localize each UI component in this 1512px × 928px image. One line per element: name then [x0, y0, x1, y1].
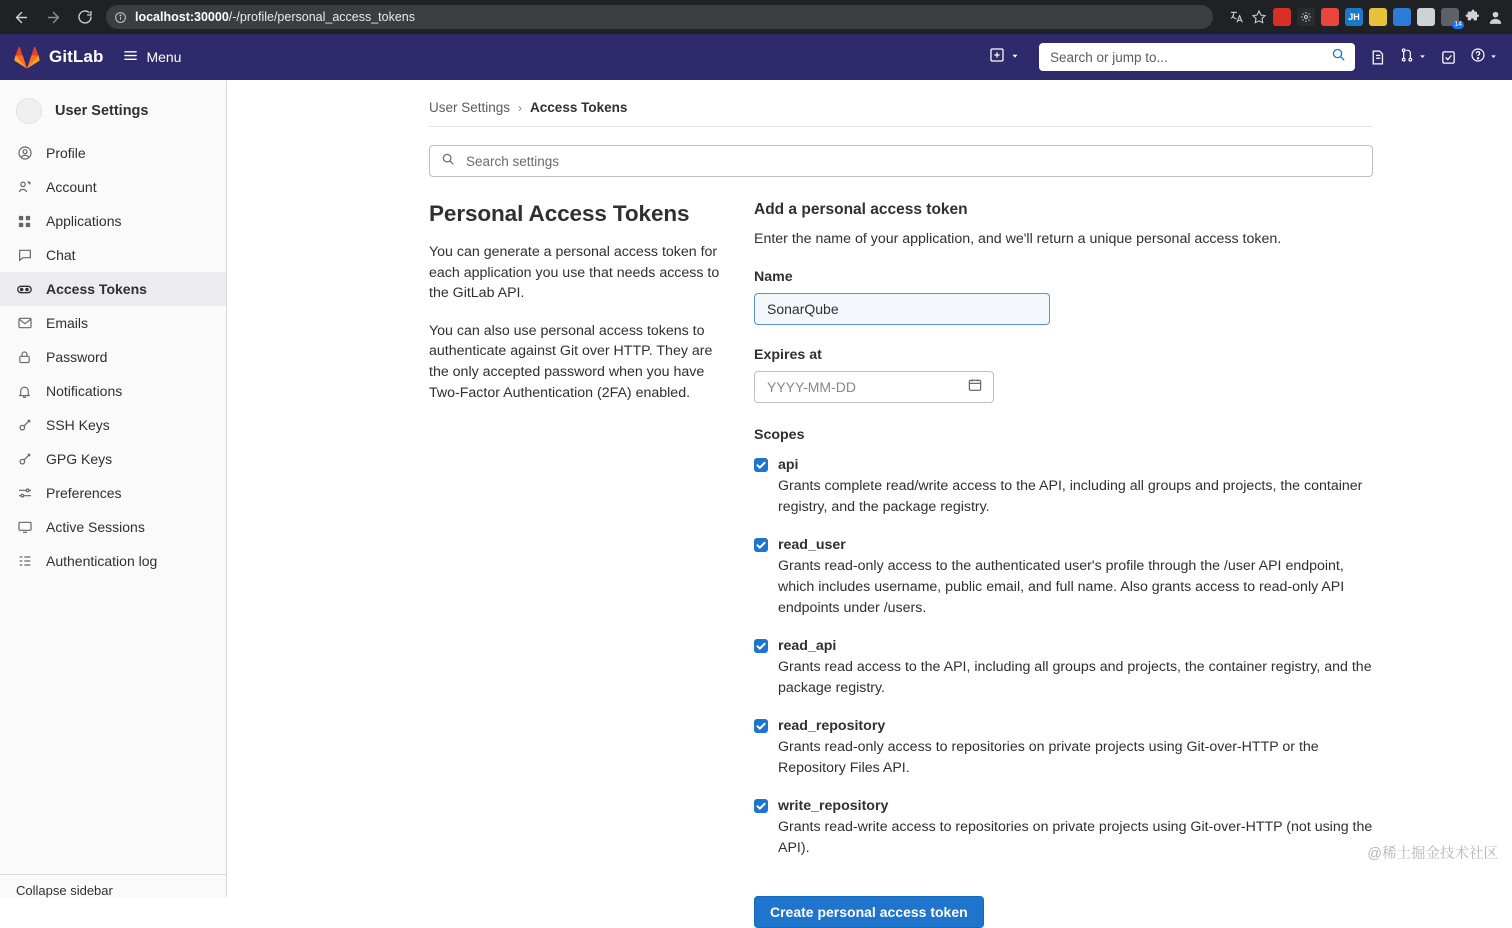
- translate-icon[interactable]: [1229, 9, 1245, 25]
- scope-name: write_repository: [778, 798, 889, 815]
- user-settings-sidebar: [0, 80, 227, 897]
- help-circle-icon: [1470, 47, 1486, 68]
- sidebar-item-preferences[interactable]: [0, 476, 226, 510]
- lock-icon: [16, 349, 33, 366]
- sidebar-item-notifications[interactable]: [0, 374, 226, 408]
- scope-description: Grants read access to the API, including all groups and projects, the container registry, and the package registry.: [778, 659, 1372, 697]
- extension-icon-7[interactable]: [1417, 8, 1435, 26]
- browser-extension-tray: [1225, 8, 1504, 26]
- sidebar-item-label: Account: [46, 179, 97, 195]
- avatar: [16, 98, 42, 124]
- envelope-icon: [16, 315, 33, 332]
- scope-description: Grants read-only access to the authenticated user's profile through the /user API endpoint, which includes username, public email, and full name. Also grants access to read-only API endpoints under /users.: [778, 558, 1345, 617]
- expires-at-field[interactable]: [754, 371, 994, 403]
- sidebar-item-password[interactable]: [0, 340, 226, 374]
- scope-name: api: [778, 457, 799, 473]
- gitlab-home-link[interactable]: [14, 44, 103, 70]
- main-menu-label: Menu: [146, 49, 182, 65]
- extension-icon-5[interactable]: [1369, 8, 1387, 26]
- sidebar-item-label: Authentication log: [46, 553, 158, 569]
- sidebar-item-access-tokens[interactable]: [0, 272, 226, 306]
- extension-icon-1[interactable]: [1273, 8, 1291, 26]
- form-lead: Enter the name of your application, and we'll return a unique personal access token.: [754, 231, 1282, 247]
- gitlab-logo-icon: [14, 44, 40, 70]
- token-name-input[interactable]: [765, 300, 1039, 318]
- new-item-button[interactable]: [984, 44, 1025, 71]
- address-bar[interactable]: [106, 5, 1213, 29]
- sidebar-item-label: Notifications: [46, 383, 123, 399]
- bell-icon: [16, 383, 33, 400]
- key-icon: [16, 451, 33, 468]
- global-search-input[interactable]: [1048, 49, 1323, 66]
- scope-description: Grants read-write access to repositories on private projects using Git-over-HTTP (not using the API).: [778, 819, 1373, 857]
- log-list-icon: [16, 553, 33, 570]
- breadcrumb-current: Access Tokens: [530, 100, 628, 115]
- search-icon: [441, 152, 455, 171]
- forward-button[interactable]: [40, 4, 66, 30]
- scope-description: Grants read-only access to repositories on private projects using Git-over-HTTP or the Repository Files API.: [778, 739, 1319, 777]
- sidebar-item-emails[interactable]: [0, 306, 226, 340]
- browser-toolbar: [0, 0, 1512, 34]
- monitor-icon: [16, 519, 33, 536]
- breadcrumb: [227, 80, 1512, 115]
- extension-icon-8[interactable]: [1441, 8, 1459, 26]
- sidebar-item-label: Emails: [46, 315, 89, 331]
- sidebar-item-label: Applications: [46, 213, 122, 229]
- scope-api: [754, 455, 1373, 518]
- extension-icon-2[interactable]: [1297, 8, 1315, 26]
- forward-arrow-icon: [45, 9, 62, 26]
- chevron-down-icon: [1010, 48, 1020, 66]
- page-title: Personal Access Tokens: [429, 201, 690, 226]
- scope-read-api: [754, 636, 1373, 699]
- scope-read-user: [754, 535, 1373, 619]
- token-icon: [16, 281, 33, 298]
- profile-avatar-icon[interactable]: [1487, 9, 1504, 26]
- user-circle-icon: [16, 145, 33, 162]
- sliders-icon: [16, 485, 33, 502]
- sidebar-item-label: SSH Keys: [46, 417, 110, 433]
- sidebar-item-label: Chat: [46, 247, 76, 263]
- breadcrumb-separator: ›: [518, 100, 523, 115]
- sidebar-item-label: Preferences: [46, 485, 122, 501]
- settings-search-input[interactable]: [464, 153, 1361, 170]
- expires-label: Expires at: [754, 347, 822, 363]
- scope-read-repository: [754, 716, 1373, 779]
- sidebar-item-profile[interactable]: [0, 136, 226, 170]
- sidebar-item-gpg-keys[interactable]: [0, 442, 226, 476]
- sidebar-item-label: GPG Keys: [46, 451, 113, 467]
- page-body: [0, 80, 1512, 921]
- help-menu[interactable]: [1470, 47, 1498, 68]
- token-name-field[interactable]: [754, 293, 1050, 325]
- scope-name: read_user: [778, 537, 846, 554]
- todos-icon[interactable]: [1440, 49, 1457, 66]
- hamburger-icon: [123, 48, 138, 66]
- sidebar-item-ssh-keys[interactable]: [0, 408, 226, 442]
- url-path: /-/profile/personal_access_tokens: [228, 10, 416, 24]
- gitlab-navbar: [0, 34, 1512, 80]
- sidebar-item-label: Active Sessions: [46, 519, 145, 535]
- name-label: Name: [754, 269, 793, 285]
- navbar-actions: [1369, 47, 1498, 68]
- collapse-sidebar-button[interactable]: Collapse sidebar: [16, 883, 113, 898]
- url-text: [135, 10, 415, 24]
- issues-icon[interactable]: [1369, 49, 1386, 66]
- calendar-icon[interactable]: [967, 377, 983, 398]
- scopes-label: Scopes: [754, 427, 805, 443]
- tokens-description-1: You can generate a personal access token for each application you use that needs access to the GitLab API.: [429, 244, 720, 302]
- scope-write-repository: [754, 796, 1373, 859]
- breadcrumb-divider: [429, 126, 1373, 127]
- global-search[interactable]: [1039, 43, 1355, 71]
- scope-checkbox[interactable]: [754, 538, 768, 552]
- extension-icon-3[interactable]: [1321, 8, 1339, 26]
- merge-requests-menu[interactable]: [1399, 47, 1427, 68]
- sidebar-header: [0, 90, 226, 136]
- watermark: @稀土掘金技术社区: [1367, 846, 1498, 862]
- scope-name: read_repository: [778, 718, 886, 735]
- star-icon[interactable]: [1251, 9, 1267, 25]
- scope-name: read_api: [778, 638, 837, 655]
- sidebar-title: User Settings: [55, 103, 149, 119]
- create-token-button[interactable]: Create personal access token: [754, 896, 984, 928]
- reload-icon: [77, 9, 93, 25]
- chevron-down-icon: [1489, 48, 1498, 66]
- scope-description: Grants complete read/write access to the API, including all groups and projects, the container registry, and the package registry.: [778, 478, 1363, 516]
- back-arrow-icon: [13, 9, 30, 26]
- sidebar-item-label: Access Tokens: [46, 281, 147, 297]
- plus-square-icon: [989, 47, 1005, 68]
- chevron-down-icon: [1418, 48, 1427, 66]
- breadcrumb-parent[interactable]: User Settings: [429, 100, 511, 115]
- content-columns: [429, 201, 1373, 928]
- site-info-icon[interactable]: [114, 11, 127, 24]
- scope-checkbox[interactable]: [754, 799, 768, 813]
- expires-at-input[interactable]: [765, 378, 967, 396]
- search-icon[interactable]: [1331, 47, 1346, 67]
- page-scrollbar[interactable]: [1506, 80, 1512, 897]
- account-key-icon: [16, 179, 33, 196]
- key-icon: [16, 417, 33, 434]
- sidebar-item-label: Password: [46, 349, 108, 365]
- extensions-puzzle-icon[interactable]: [1465, 9, 1481, 25]
- url-host: localhost:30000: [135, 10, 229, 24]
- settings-search[interactable]: [429, 145, 1373, 177]
- applications-grid-icon: [16, 213, 33, 230]
- add-token-form: [754, 201, 1373, 928]
- tokens-description-panel: [429, 201, 725, 928]
- tokens-description-2: You can also use personal access tokens to authenticate against Git over HTTP. They are the only accepted password when you have Two-Factor Authentication (2FA) enabled.: [429, 322, 713, 401]
- scope-checkbox[interactable]: [754, 458, 768, 472]
- sidebar-item-applications[interactable]: [0, 204, 226, 238]
- main-content: [227, 80, 1512, 921]
- scope-checkbox[interactable]: [754, 639, 768, 653]
- back-button[interactable]: [8, 4, 34, 30]
- sidebar-item-authentication-log[interactable]: [0, 544, 226, 578]
- sidebar-item-active-sessions[interactable]: [0, 510, 226, 544]
- scope-checkbox[interactable]: [754, 719, 768, 733]
- chat-bubble-icon: [16, 247, 33, 264]
- gitlab-brand-text: GitLab: [49, 47, 104, 66]
- form-heading: Add a personal access token: [754, 201, 968, 218]
- sidebar-divider: [0, 874, 226, 875]
- extension-icon-4[interactable]: JH: [1345, 8, 1363, 26]
- merge-request-icon: [1399, 47, 1415, 68]
- reload-button[interactable]: [72, 4, 98, 30]
- main-menu-button[interactable]: [117, 44, 187, 70]
- sidebar-item-label: Profile: [46, 145, 86, 161]
- sidebar-item-account[interactable]: [0, 170, 226, 204]
- extension-icon-6[interactable]: [1393, 8, 1411, 26]
- sidebar-item-chat[interactable]: [0, 238, 226, 272]
